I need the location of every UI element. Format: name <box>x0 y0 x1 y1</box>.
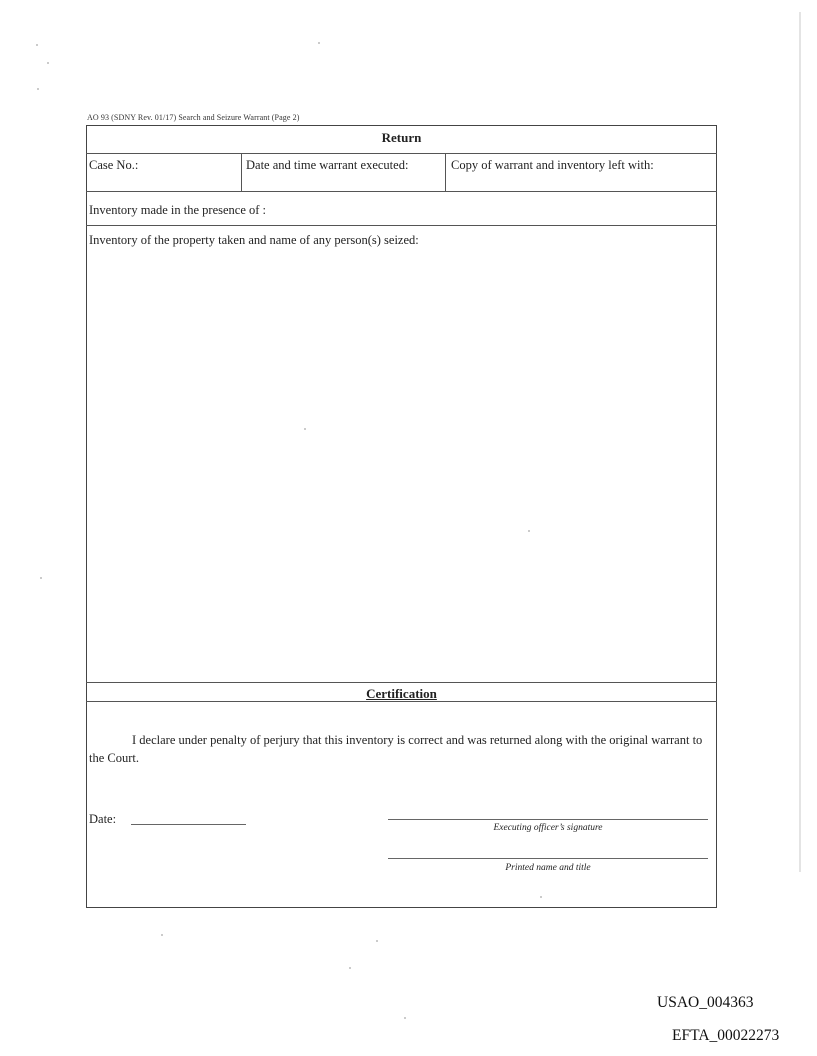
inventory-property-label: Inventory of the property taken and name of any person(s) seized: <box>89 233 419 247</box>
printed-name-line <box>388 858 708 859</box>
usao-bates-number: USAO_004363 <box>657 994 754 1011</box>
divider <box>86 701 717 702</box>
scan-speck <box>349 967 351 969</box>
divider <box>241 153 242 191</box>
perjury-declaration: I declare under penalty of perjury that this inventory is correct and was returned along with the original warrant to the Court. <box>89 733 703 765</box>
scan-speck <box>540 896 542 898</box>
scan-speck <box>47 62 49 64</box>
divider <box>86 225 717 226</box>
efta-bates-number: EFTA_00022273 <box>672 1027 780 1044</box>
scan-speck <box>40 577 42 579</box>
form-header: AO 93 (SDNY Rev. 01/17) Search and Seizure Warrant (Page 2) <box>87 113 300 122</box>
case-no-label: Case No.: <box>89 158 139 172</box>
scan-speck <box>36 44 38 46</box>
scan-speck <box>318 42 320 44</box>
divider <box>86 682 717 683</box>
scan-speck <box>528 530 530 532</box>
certification-title: Certification <box>366 686 437 701</box>
copy-left-with-label: Copy of warrant and inventory left with: <box>451 158 654 172</box>
inventory-presence-label: Inventory made in the presence of : <box>89 203 267 217</box>
scan-speck <box>304 428 306 430</box>
executing-officer-signature-caption: Executing officer’s signature <box>493 823 603 833</box>
date-label: Date: <box>89 812 117 826</box>
scan-speck <box>376 940 378 942</box>
divider <box>86 153 717 154</box>
date-line <box>131 824 246 825</box>
signature-line <box>388 819 708 820</box>
scan-speck <box>161 934 163 936</box>
divider <box>86 191 717 192</box>
scan-speck <box>404 1017 406 1019</box>
return-title: Return <box>381 130 422 145</box>
scan-speck <box>37 88 39 90</box>
scan-edge-shadow <box>799 12 801 872</box>
divider <box>445 153 446 191</box>
printed-name-caption: Printed name and title <box>505 863 591 873</box>
date-time-executed-label: Date and time warrant executed: <box>246 158 409 172</box>
